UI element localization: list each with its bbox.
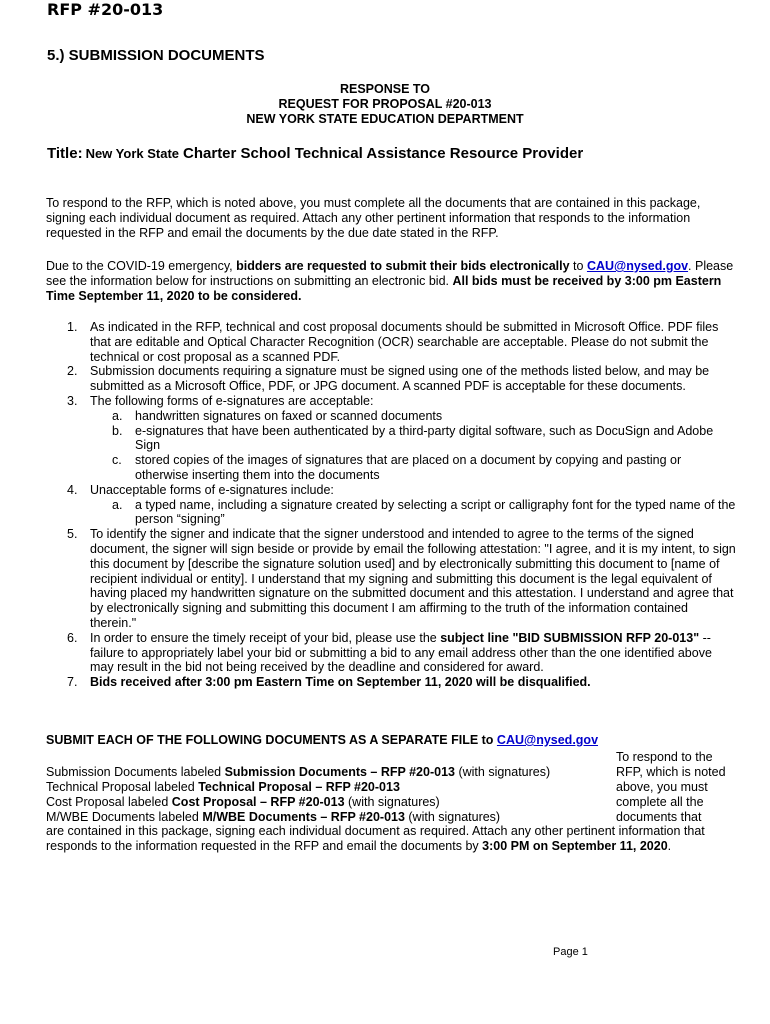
sub-list: [90, 498, 736, 528]
covid-text-c: to: [569, 259, 587, 273]
covid-deadline: All bids must be received by 3:00 pm Eastern Time September 11, 2020 to be considered.: [46, 274, 722, 303]
list-item: [46, 320, 736, 364]
sub-list-text: handwritten signatures on faxed or scanned documents: [135, 408, 443, 423]
sub-list-item: [90, 498, 736, 528]
list-number: 7.: [67, 675, 78, 690]
list-number: 5.: [67, 527, 78, 542]
list-text: Unacceptable forms of e-signatures include:: [90, 482, 334, 497]
doc-text: Technical Proposal labeled: [46, 780, 199, 794]
list-text: Bids received after 3:00 pm Eastern Time on September 11, 2020 will be disqualified.: [90, 675, 591, 690]
list-text: In order to ensure the timely receipt of your bid, please use the: [90, 630, 441, 645]
list-item: [46, 631, 736, 675]
list-number: 2.: [67, 364, 78, 379]
covid-paragraph: [46, 259, 736, 304]
submit-heading-text: SUBMIT EACH OF THE FOLLOWING DOCUMENTS AS A SEPARATE FILE to: [46, 733, 497, 747]
title-part-2: Charter School Technical Assistance Resource Provider: [183, 145, 584, 162]
doc-text: Cost Proposal labeled: [46, 795, 172, 809]
side-text: To respond to the RFP, which is noted above, you must complete all the documents that: [616, 750, 726, 824]
response-line-3: NEW YORK STATE EDUCATION DEPARTMENT: [246, 112, 524, 126]
sub-list-letter: b.: [112, 423, 123, 438]
document-item: [46, 780, 606, 795]
covid-text-b: bidders are requested to submit their bids electronically: [236, 259, 570, 273]
subject-line: subject line "BID SUBMISSION RFP 20-013": [440, 630, 700, 645]
email-link[interactable]: CAU@nysed.gov: [586, 259, 689, 273]
sub-list-text: e-signatures that have been authenticated by a third-party digital software, such as DocuSign and Adobe Sign: [135, 423, 714, 453]
list-text: Submission documents requiring a signature must be signed using one of the methods listed below, and may be submitted as a Microsoft Office, PDF, or JPG document. A scanned PDF is acceptable for these documents.: [90, 364, 710, 394]
doc-text: Submission Documents labeled: [46, 765, 225, 779]
doc-note: (with signatures): [344, 795, 440, 809]
covid-text-a: Due to the COVID-19 emergency,: [46, 259, 237, 273]
title-label: Title:: [47, 145, 83, 162]
closing-deadline: 3:00 PM on September 11, 2020: [482, 839, 668, 853]
rfp-number-header: RFP #20-013: [47, 0, 164, 19]
sub-list-letter: a.: [112, 497, 123, 512]
sub-list-item: [90, 409, 736, 424]
document-item: [46, 810, 606, 825]
instructions-list: [46, 320, 736, 690]
list-item: [46, 394, 736, 483]
page-number: Page 1: [553, 946, 588, 958]
list-text: As indicated in the RFP, technical and cost proposal documents should be submitted in Microsoft Office. PDF files that are editable and Optical Character Recognition (OCR) searchable are acceptable. Please do not submit the technical or cost proposal as a scanned PDF.: [90, 320, 719, 364]
doc-note: (with signatures): [404, 810, 501, 824]
closing-paragraph: [46, 824, 736, 854]
submit-email-link[interactable]: CAU@nysed.gov: [496, 733, 599, 747]
submit-heading: [46, 733, 598, 747]
sub-list-item: [90, 453, 736, 483]
list-item: [46, 675, 736, 690]
doc-text: M/WBE Documents labeled: [46, 810, 203, 824]
list-item: [46, 364, 736, 394]
intro-paragraph: To respond to the RFP, which is noted above, you must complete all the documents that are contained in this package, signing each individual document as required. Attach any other pertinent information that responds to the information requested in the RFP and email the documents by the due date stated in the RFP.: [46, 196, 701, 240]
closing-period: .: [667, 839, 672, 853]
list-number: 1.: [67, 320, 78, 334]
document-title: [47, 145, 583, 163]
sub-list-item: [90, 424, 736, 454]
sub-list-letter: a.: [112, 408, 123, 423]
doc-label: Technical Proposal – RFP #20-013: [198, 780, 400, 794]
doc-label: M/WBE Documents – RFP #20-013: [202, 810, 405, 824]
document-list: [46, 765, 606, 825]
document-item: [46, 795, 606, 810]
doc-label: Cost Proposal – RFP #20-013: [171, 795, 345, 809]
list-text: To identify the signer and indicate that the signer understood and intended to agree to the terms of the signed document, the signer will sign beside or provide by email the following attestation: "I agree, and it is my intent, to sign this document by [describe the signature solution used] and by electronically submitting this document to [name of recipient individual or entity]. I understand that my signing and submitting this document is the legal equivalent of having placed my handwritten signature on the submitted document and this attestation. I understand and agree that by electronically signing and submitting this document I am affirming to the truth of the information contained therein.": [90, 527, 736, 630]
list-number: 4.: [67, 482, 78, 497]
response-line-2: REQUEST FOR PROPOSAL #20-013: [278, 97, 492, 111]
list-item: [46, 483, 736, 527]
list-item: [46, 527, 736, 631]
closing-text: are contained in this package, signing each individual document as required. Attach any other pertinent information that responds to the information requested in the RFP and email the documents by: [46, 824, 705, 853]
doc-label: Submission Documents – RFP #20-013: [224, 765, 455, 779]
sub-list-letter: c.: [112, 453, 122, 468]
list-number: 6.: [67, 630, 78, 645]
response-heading: [0, 82, 770, 127]
doc-note: (with signatures): [454, 765, 551, 779]
document-item: [46, 765, 606, 780]
title-part-1: New York State: [85, 146, 180, 161]
list-text: -- failure to appropriately label your bid or submitting a bid to any email address other than the one identified above may result in the bid not being received by the deadline and considered for award.: [90, 630, 712, 675]
list-number: 3.: [67, 393, 78, 408]
sub-list-text: stored copies of the images of signatures that are placed on a document by copying and pasting or otherwise inserting them into the documents: [135, 453, 682, 482]
sub-list: [90, 409, 736, 483]
response-line-1: RESPONSE TO: [339, 82, 431, 96]
covid-text-d: . Please see the information below for instructions on submitting an electronic bid.: [46, 259, 734, 288]
section-title: 5.) SUBMISSION DOCUMENTS: [47, 47, 265, 64]
sub-list-text: a typed name, including a signature created by selecting a script or calligraphy font for the typed name of the person “signing”: [135, 497, 736, 527]
list-text: The following forms of e-signatures are acceptable:: [90, 393, 374, 408]
